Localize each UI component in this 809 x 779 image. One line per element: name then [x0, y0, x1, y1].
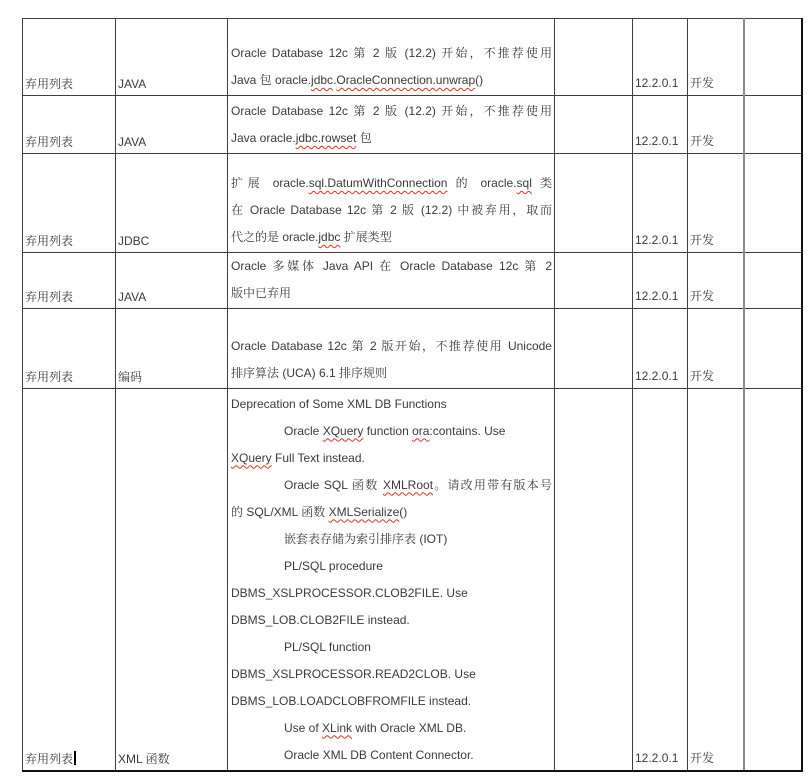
- cell-description[interactable]: [228, 19, 555, 96]
- text-segment: 的 oracle.: [447, 176, 517, 190]
- table-row: [23, 253, 802, 309]
- cell-description[interactable]: [228, 253, 555, 309]
- cell-owner[interactable]: 开发: [688, 389, 744, 771]
- desc-line: [231, 125, 552, 152]
- cell-version[interactable]: 12.2.0.1: [633, 19, 688, 96]
- cell-owner[interactable]: 开发: [688, 154, 744, 253]
- misspelled-text: ora: [412, 423, 430, 438]
- text-segment: :contains. Use: [429, 423, 506, 438]
- cell-empty[interactable]: [555, 389, 633, 771]
- cell-category[interactable]: JDBC: [116, 154, 228, 253]
- text-segment: 扩展 oracle.: [231, 176, 309, 190]
- cell-list-type[interactable]: [23, 389, 116, 771]
- text-segment: DBMS_XSLPROCESSOR.READ2CLOB. Use: [231, 666, 476, 681]
- text-segment: Oracle Database 12c 第 2 版 (12.2) 开始，不推荐使用: [231, 104, 552, 118]
- cell-version[interactable]: 12.2.0.1: [633, 154, 688, 253]
- text-segment: 扩展类型: [340, 230, 392, 244]
- cell-owner[interactable]: 开发: [688, 253, 744, 309]
- desc-line: [231, 715, 552, 742]
- text-segment: 。请改用带有版本号: [433, 477, 552, 492]
- text-segment: Oracle SQL 函数: [284, 477, 383, 492]
- desc-line: [231, 580, 552, 607]
- table-row: [23, 96, 802, 154]
- text-segment: 包: [356, 131, 372, 145]
- cell-description[interactable]: [228, 309, 555, 389]
- desc-line: [231, 360, 552, 387]
- document-table: [22, 18, 803, 772]
- text-segment: Oracle: [284, 423, 323, 438]
- desc-line: [231, 280, 552, 307]
- text-segment: (): [399, 504, 408, 519]
- cell-list-type[interactable]: 弃用列表: [23, 154, 116, 253]
- text-segment: 的 SQL/XML 函数: [231, 504, 329, 519]
- desc-line: [231, 634, 552, 661]
- cell-version[interactable]: 12.2.0.1: [633, 253, 688, 309]
- misspelled-text: jdbc: [311, 73, 334, 87]
- text-segment: 类: [531, 176, 552, 190]
- cell-text: 弃用列表: [25, 751, 74, 766]
- cell-description[interactable]: [228, 154, 555, 253]
- text-segment: 版中已弃用: [231, 286, 292, 300]
- misspelled-text: sql.DatumWithConnection: [308, 176, 448, 190]
- cell-owner[interactable]: 开发: [688, 309, 744, 389]
- text-segment: DBMS_LOB.LOADCLOBFROMFILE instead.: [231, 693, 472, 708]
- misspelled-text: sql: [516, 176, 532, 190]
- text-segment: 代之的是 oracle.: [231, 230, 319, 244]
- desc-line: [231, 40, 552, 67]
- cell-category[interactable]: 编码: [116, 309, 228, 389]
- cell-empty[interactable]: [555, 96, 633, 154]
- cell-list-type[interactable]: 弃用列表: [23, 253, 116, 309]
- misspelled-text: XMLSerialize: [328, 504, 400, 519]
- cell-category[interactable]: JAVA: [116, 19, 228, 96]
- desc-line: [231, 445, 552, 472]
- text-segment: Full Text instead.: [271, 450, 365, 465]
- cell-description[interactable]: [228, 389, 555, 771]
- cell-empty[interactable]: [555, 309, 633, 389]
- cell-list-type[interactable]: 弃用列表: [23, 19, 116, 96]
- desc-line: [231, 553, 552, 580]
- desc-line: [231, 742, 552, 769]
- deprecation-table: [22, 18, 803, 772]
- cell-empty[interactable]: [555, 253, 633, 309]
- misspelled-text: XMLRoot: [383, 477, 434, 492]
- desc-line: [231, 224, 552, 251]
- cell-owner[interactable]: 开发: [688, 19, 744, 96]
- cell-list-type[interactable]: 弃用列表: [23, 96, 116, 154]
- cell-empty[interactable]: [555, 154, 633, 253]
- desc-line: [231, 526, 552, 553]
- desc-line: [231, 418, 552, 445]
- text-segment: PL/SQL function: [284, 639, 371, 654]
- desc-line: [231, 197, 552, 224]
- cell-version[interactable]: 12.2.0.1: [633, 96, 688, 154]
- cell-empty[interactable]: [744, 253, 802, 309]
- cell-owner[interactable]: 开发: [688, 96, 744, 154]
- text-segment: Deprecation of Some XML DB Functions: [231, 396, 447, 411]
- desc-line: [231, 253, 552, 280]
- text-segment: with Oracle XML DB.: [352, 720, 467, 735]
- desc-line: [231, 391, 552, 418]
- cell-empty[interactable]: [744, 154, 802, 253]
- desc-line: [231, 607, 552, 634]
- cell-list-type[interactable]: 弃用列表: [23, 309, 116, 389]
- text-segment: DBMS_LOB.CLOB2FILE instead.: [231, 612, 410, 627]
- misspelled-text: jdbc.rowset: [295, 131, 357, 145]
- text-segment: Java 包 oracle.: [231, 73, 312, 87]
- desc-line: [231, 67, 552, 94]
- text-segment: PL/SQL procedure: [284, 558, 383, 573]
- desc-line: [231, 333, 552, 360]
- text-segment: Oracle XML DB Content Connector.: [284, 747, 474, 762]
- text-segment: Oracle Database 12c 第 2 版开始，不推荐使用 Unicode: [231, 339, 552, 353]
- misspelled-text: XQuery: [231, 450, 272, 465]
- cell-description[interactable]: [228, 96, 555, 154]
- table-row: [23, 19, 802, 96]
- desc-line: [231, 688, 552, 715]
- desc-line: [231, 170, 552, 197]
- text-segment: 嵌套表存储为索引排序表 (IOT): [284, 531, 448, 546]
- text-segment: 排序算法 (UCA) 6.1 排序规则: [231, 366, 388, 380]
- table-row: [23, 154, 802, 253]
- misspelled-text: XQuery: [322, 423, 364, 438]
- cell-category[interactable]: JAVA: [116, 253, 228, 309]
- cell-empty[interactable]: [555, 19, 633, 96]
- text-segment: (): [475, 73, 484, 87]
- cell-version[interactable]: 12.2.0.1: [633, 309, 688, 389]
- table-row: [23, 389, 802, 771]
- text-segment: Oracle Database 12c 第 2 版 (12.2) 开始，不推荐使用: [231, 46, 552, 60]
- desc-line: [231, 661, 552, 688]
- misspelled-text: jdbc: [318, 230, 341, 244]
- desc-line: [231, 98, 552, 125]
- cell-empty[interactable]: [744, 19, 802, 96]
- misspelled-text: OracleConnection.unwrap: [336, 73, 476, 87]
- text-segment: Java oracle.: [231, 131, 296, 145]
- desc-line: [231, 499, 552, 526]
- text-segment: function: [363, 423, 413, 438]
- text-segment: DBMS_XSLPROCESSOR.CLOB2FILE. Use: [231, 585, 468, 600]
- cell-category[interactable]: JAVA: [116, 96, 228, 154]
- text-segment: Oracle 多媒体 Java API 在 Oracle Database 12c 第 2: [231, 259, 552, 273]
- text-segment: Use of: [284, 720, 323, 735]
- cell-empty[interactable]: [744, 309, 802, 389]
- cell-version[interactable]: 12.2.0.1: [633, 389, 688, 771]
- misspelled-text: XLink: [322, 720, 353, 735]
- desc-line: [231, 472, 552, 499]
- cell-empty[interactable]: [744, 96, 802, 154]
- text-caret: [74, 751, 76, 765]
- cell-empty[interactable]: [744, 389, 802, 771]
- text-segment: .: [333, 73, 337, 87]
- table-row: [23, 309, 802, 389]
- cell-category[interactable]: XML 函数: [116, 389, 228, 771]
- text-segment: 在 Oracle Database 12c 第 2 版 (12.2) 中被弃用，取而: [231, 203, 552, 217]
